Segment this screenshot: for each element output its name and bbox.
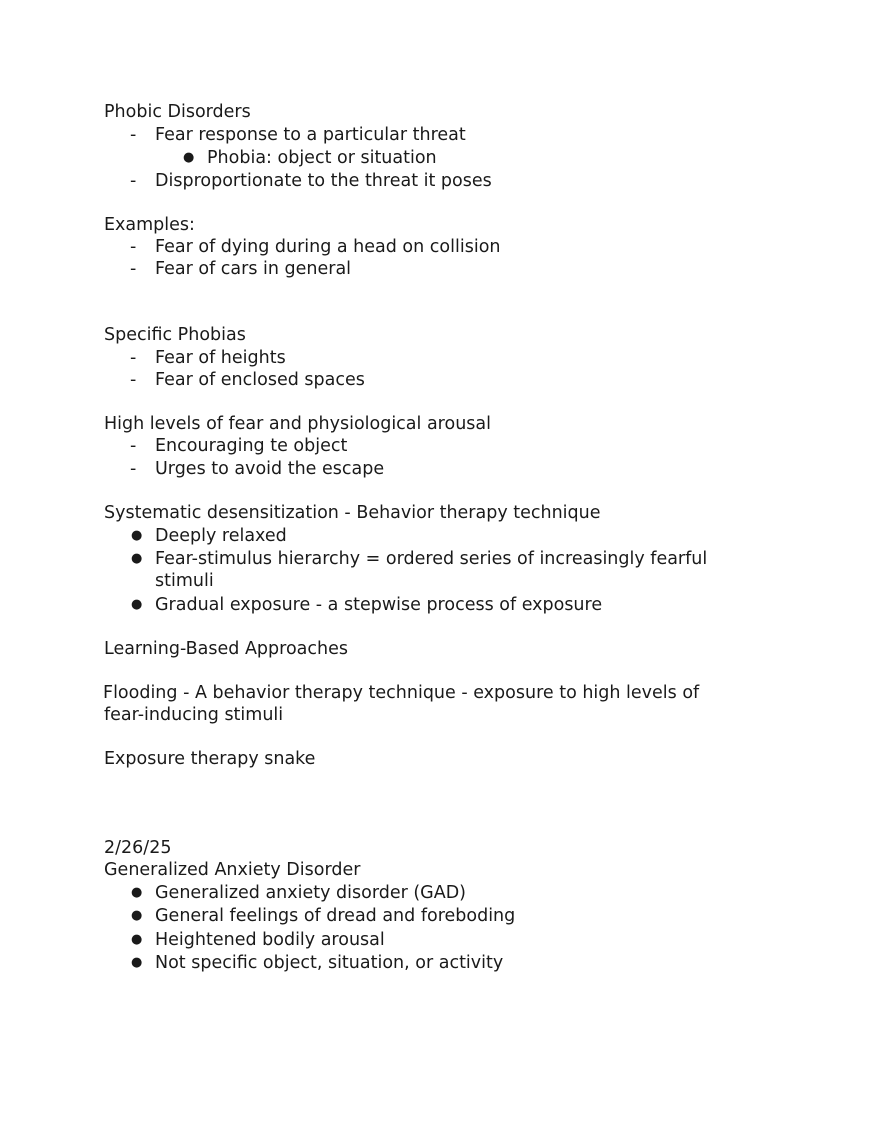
paragraph-exposure-therapy: Exposure therapy snake xyxy=(104,749,316,769)
bullet-marker: ● xyxy=(183,150,195,165)
paragraph-flooding: Flooding - A behavior therapy technique - exposure to high levels of xyxy=(103,683,700,703)
heading-learning-based: Learning-Based Approaches xyxy=(104,639,348,659)
heading-high-levels: High levels of fear and physiological arousal xyxy=(104,414,491,434)
dash-marker: - xyxy=(130,459,137,479)
bullet-marker: ● xyxy=(131,908,143,923)
dash-marker: - xyxy=(130,237,137,257)
list-item: Urges to avoid the escape xyxy=(155,459,385,479)
list-item: Not specific object, situation, or activity xyxy=(155,953,504,973)
dash-marker: - xyxy=(130,348,137,368)
list-item: Heightened bodily arousal xyxy=(155,930,385,950)
bullet-marker: ● xyxy=(131,528,143,543)
list-item: Fear of cars in general xyxy=(155,259,352,279)
list-item: Fear of heights xyxy=(155,348,286,368)
list-item-continuation: stimuli xyxy=(155,571,214,591)
dash-marker: - xyxy=(130,436,137,456)
bullet-marker: ● xyxy=(131,955,143,970)
paragraph-flooding-continuation: fear-inducing stimuli xyxy=(104,705,284,725)
heading-phobic-disorders: Phobic Disorders xyxy=(104,102,251,122)
list-item: Fear-stimulus hierarchy = ordered series of increasingly fearful xyxy=(155,549,708,569)
bullet-marker: ● xyxy=(131,932,143,947)
list-item: General feelings of dread and foreboding xyxy=(155,906,516,926)
heading-systematic-desensitization: Systematic desensitization - Behavior therapy technique xyxy=(104,503,601,523)
list-item: Fear of enclosed spaces xyxy=(155,370,365,390)
list-item: Gradual exposure - a stepwise process of exposure xyxy=(155,595,603,615)
list-item: Disproportionate to the threat it poses xyxy=(155,171,492,191)
list-item: Encouraging te object xyxy=(155,436,348,456)
bullet-marker: ● xyxy=(131,885,143,900)
dash-marker: - xyxy=(130,125,137,145)
bullet-marker: ● xyxy=(131,551,143,566)
list-item: Fear of dying during a head on collision xyxy=(155,237,501,257)
list-item: Phobia: object or situation xyxy=(207,148,437,168)
list-item: Deeply relaxed xyxy=(155,526,287,546)
list-item: Generalized anxiety disorder (GAD) xyxy=(155,883,467,903)
heading-specific-phobias: Specific Phobias xyxy=(104,325,246,345)
heading-examples: Examples: xyxy=(104,215,195,235)
list-item: Fear response to a particular threat xyxy=(155,125,466,145)
date-label: 2/26/25 xyxy=(104,838,172,858)
heading-gad: Generalized Anxiety Disorder xyxy=(104,860,361,880)
bullet-marker: ● xyxy=(131,597,143,612)
dash-marker: - xyxy=(130,171,137,191)
dash-marker: - xyxy=(130,259,137,279)
dash-marker: - xyxy=(130,370,137,390)
